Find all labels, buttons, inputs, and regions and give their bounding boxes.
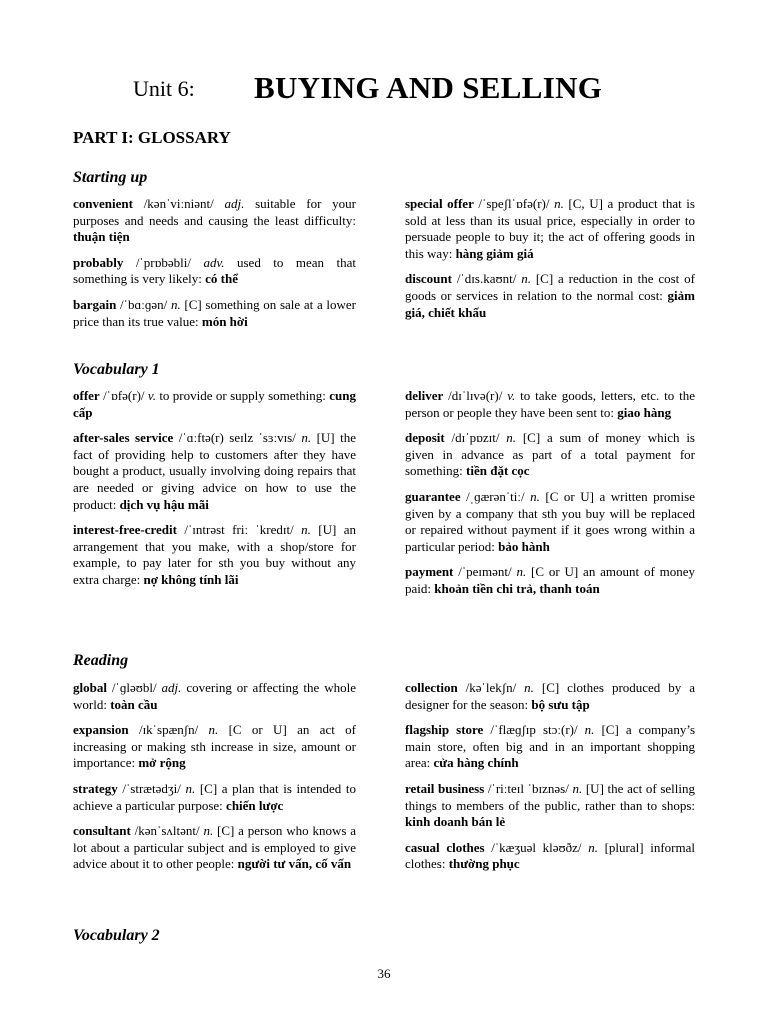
- glossary-term: retail business: [405, 780, 485, 796]
- section-heading-vocabulary-2: Vocabulary 2: [73, 927, 160, 944]
- starting-up-left-column: [73, 196, 356, 339]
- glossary-term: deposit: [405, 430, 445, 446]
- glossary-term: special offer: [405, 196, 474, 211]
- glossary-pronunciation: /ˈflæɡʃɪp stɔː(r)/: [483, 722, 585, 738]
- part-heading: PART I: GLOSSARY: [73, 128, 231, 147]
- glossary-translation: hàng giảm giá: [455, 245, 534, 261]
- glossary-entry: [405, 840, 695, 873]
- glossary-term: consultant: [73, 823, 131, 839]
- glossary-translation: cung cấp: [73, 388, 357, 420]
- glossary-entry: [73, 196, 356, 246]
- glossary-pronunciation: /ɪkˈspænʃn/: [128, 722, 209, 738]
- glossary-definition: [C or U] an amount of money paid:: [405, 564, 695, 596]
- page-number: 36: [377, 966, 391, 981]
- reading-left-column: [73, 680, 356, 882]
- glossary-pronunciation: /ˈprɒbəbli/: [123, 254, 204, 270]
- glossary-translation: nợ không tính lãi: [143, 571, 239, 587]
- glossary-term: bargain: [73, 296, 117, 312]
- glossary-pronunciation: /ˈstrætədʒi/: [117, 780, 186, 796]
- glossary-pronunciation: /ˈspeʃlˈɒfə(r)/: [473, 196, 555, 211]
- glossary-definition: [C or U] a written promise given by a company that sth you buy will be replaced or repaired without payment if it goes wrong within a particular period:: [405, 488, 695, 554]
- glossary-entry: [73, 297, 356, 330]
- glossary-definition: [C] a reduction in the cost of goods or services in relation to the normal cost:: [405, 271, 695, 303]
- glossary-translation: mở rộng: [138, 755, 186, 771]
- glossary-definition: [C] a person who knows a lot about a particular subject and is employed to give advice about it to other people:: [73, 823, 356, 872]
- glossary-definition: [plural] informal clothes:: [405, 839, 695, 872]
- section-heading-reading: Reading: [73, 652, 129, 669]
- glossary-translation: cửa hàng chính: [433, 755, 519, 771]
- glossary-entry: [73, 722, 356, 772]
- starting-up-right-column: [405, 196, 695, 330]
- unit-header: [0, 70, 768, 110]
- glossary-translation: kinh doanh bán lẻ: [405, 814, 506, 830]
- glossary-part-of-speech: n.: [554, 196, 564, 211]
- glossary-pronunciation: /ˈdɪs.kaʊnt/: [451, 271, 522, 287]
- glossary-term: flagship store: [405, 722, 484, 738]
- glossary-pronunciation: /ˌɡærənˈtiː/: [460, 488, 531, 504]
- unit-label: Unit 6:: [133, 76, 195, 101]
- glossary-part-of-speech: n.: [584, 722, 595, 738]
- glossary-definition: [C, U] a product that is sold at less than its usual price, especially in order to persuade people to buy it; the act of offering goods in this way:: [405, 196, 695, 261]
- glossary-entry: [73, 388, 356, 421]
- glossary-entry: [405, 196, 695, 262]
- glossary-translation: dịch vụ hậu mãi: [119, 496, 209, 512]
- glossary-translation: tiền đặt cọc: [466, 463, 530, 479]
- glossary-term: global: [73, 680, 107, 695]
- glossary-entry: [405, 430, 695, 480]
- glossary-translation: có thể: [205, 271, 239, 287]
- glossary-part-of-speech: n.: [588, 839, 598, 855]
- glossary-entry: [405, 564, 695, 597]
- section-heading-vocabulary-1: Vocabulary 1: [73, 361, 160, 378]
- glossary-definition: suitable for your purposes and needs and causing the least difficulty:: [73, 196, 357, 228]
- glossary-part-of-speech: adj.: [224, 196, 245, 211]
- glossary-term: after-sales service: [73, 430, 174, 446]
- glossary-entry: [73, 522, 356, 588]
- glossary-entry: [73, 823, 356, 873]
- glossary-part-of-speech: v.: [147, 388, 156, 403]
- glossary-definition: [C or U] an act of increasing or making sth increase in size, amount or importance:: [73, 722, 356, 771]
- glossary-term: deliver: [405, 388, 444, 403]
- glossary-entry: [73, 781, 356, 814]
- glossary-term: convenient: [73, 196, 133, 211]
- glossary-definition: [C] a plan that is intended to achieve a particular purpose:: [73, 780, 356, 813]
- glossary-entry: [405, 489, 695, 555]
- glossary-translation: toàn cầu: [110, 696, 158, 712]
- glossary-term: discount: [405, 271, 452, 287]
- glossary-entry: [405, 781, 695, 831]
- glossary-part-of-speech: n.: [301, 522, 311, 538]
- glossary-translation: món hời: [201, 313, 248, 329]
- glossary-term: collection: [405, 680, 458, 695]
- glossary-translation: bộ sưu tập: [531, 696, 590, 712]
- glossary-part-of-speech: n.: [572, 780, 583, 796]
- glossary-definition: [C] something on sale at a lower price than its true value:: [73, 296, 356, 329]
- glossary-term: guarantee: [405, 488, 461, 504]
- section-heading-starting-up: Starting up: [73, 169, 148, 186]
- glossary-part-of-speech: n.: [506, 430, 517, 446]
- vocabulary-1-right-column: [405, 388, 695, 607]
- glossary-pronunciation: /dɪˈlɪvə(r)/: [443, 388, 508, 403]
- glossary-term: interest-free-credit: [73, 522, 177, 538]
- glossary-part-of-speech: n.: [516, 564, 527, 580]
- glossary-definition: to take goods, letters, etc. to the person or people they have been sent to:: [405, 388, 695, 420]
- glossary-definition: to provide or supply something:: [155, 388, 330, 403]
- glossary-definition: used to mean that something is very likely:: [73, 254, 356, 287]
- glossary-pronunciation: /ˈɒfə(r)/: [99, 388, 148, 403]
- glossary-definition: [C] clothes produced by a designer for the season:: [405, 680, 695, 712]
- glossary-pronunciation: /ˈɡləʊbl/: [106, 680, 162, 695]
- glossary-entry: [73, 680, 356, 713]
- glossary-pronunciation: /kənˈviːniənt/: [132, 196, 225, 211]
- glossary-part-of-speech: n.: [301, 430, 312, 446]
- glossary-entry: [405, 680, 695, 713]
- vocabulary-1-left-column: [73, 388, 356, 598]
- glossary-pronunciation: /ˈɪntrəst friː ˈkredɪt/: [176, 522, 302, 538]
- glossary-entry: [73, 430, 356, 513]
- glossary-entry: [405, 388, 695, 421]
- glossary-definition: [U] the fact of providing help to customers after they have bought a product, usually involving doing repairs that are needed or giving advice on how to use the product:: [73, 430, 356, 512]
- glossary-part-of-speech: n.: [203, 823, 214, 839]
- glossary-part-of-speech: n.: [208, 722, 219, 738]
- glossary-definition: [U] the act of selling things to members of the public, rather than to shops:: [405, 780, 695, 813]
- glossary-part-of-speech: adv.: [203, 254, 225, 270]
- glossary-pronunciation: /ˈpeɪmənt/: [453, 564, 517, 580]
- glossary-pronunciation: /ˈriːteɪl ˈbɪznəs/: [484, 780, 573, 796]
- glossary-term: probably: [73, 254, 124, 270]
- glossary-part-of-speech: n.: [530, 488, 540, 504]
- glossary-translation: giảm giá, chiết khấu: [405, 287, 695, 320]
- glossary-translation: chiến lược: [226, 797, 284, 813]
- glossary-pronunciation: /kəˈlekʃn/: [457, 680, 525, 695]
- glossary-definition: covering or affecting the whole world:: [73, 680, 357, 712]
- glossary-entry: [73, 255, 356, 288]
- glossary-pronunciation: /ˈkæʒuəl kləʊðz/: [484, 839, 589, 855]
- glossary-entry: [405, 271, 695, 321]
- glossary-entry: [405, 722, 695, 772]
- glossary-translation: khoản tiền chi trả, thanh toán: [434, 580, 600, 596]
- glossary-translation: thuận tiện: [73, 229, 130, 245]
- glossary-part-of-speech: v.: [507, 388, 516, 403]
- glossary-pronunciation: /ˈbɑːɡən/: [116, 296, 171, 312]
- glossary-term: offer: [73, 388, 100, 403]
- glossary-definition: [C] a company’s main store, often big and in an important shopping area:: [405, 722, 696, 771]
- glossary-translation: bảo hành: [498, 538, 550, 554]
- glossary-pronunciation: /kənˈsʌltənt/: [130, 823, 204, 839]
- glossary-translation: giao hàng: [617, 404, 672, 420]
- glossary-translation: người tư vấn, cố vấn: [237, 856, 352, 872]
- glossary-pronunciation: /ˈɑːftə(r) seɪlz ˈsɜːvɪs/: [173, 430, 302, 446]
- glossary-part-of-speech: n.: [521, 271, 531, 287]
- reading-right-column: [405, 680, 695, 882]
- glossary-part-of-speech: n.: [170, 296, 181, 312]
- glossary-definition: [U] an arrangement that you make, with a shop/store for example, to pay later for sth you buy without any extra charge:: [73, 522, 356, 587]
- glossary-pronunciation: /dɪˈpɒzɪt/: [444, 430, 507, 446]
- glossary-term: expansion: [73, 722, 129, 738]
- unit-title: BUYING AND SELLING: [254, 70, 603, 105]
- glossary-translation: thường phục: [448, 856, 520, 872]
- glossary-part-of-speech: adj.: [161, 680, 182, 695]
- glossary-part-of-speech: n.: [524, 680, 534, 695]
- glossary-term: strategy: [73, 780, 118, 796]
- glossary-term: payment: [405, 564, 454, 580]
- glossary-definition: [C] a sum of money which is given in advance as part of a total payment for something:: [405, 430, 695, 479]
- glossary-term: casual clothes: [405, 839, 485, 855]
- glossary-part-of-speech: n.: [185, 780, 196, 796]
